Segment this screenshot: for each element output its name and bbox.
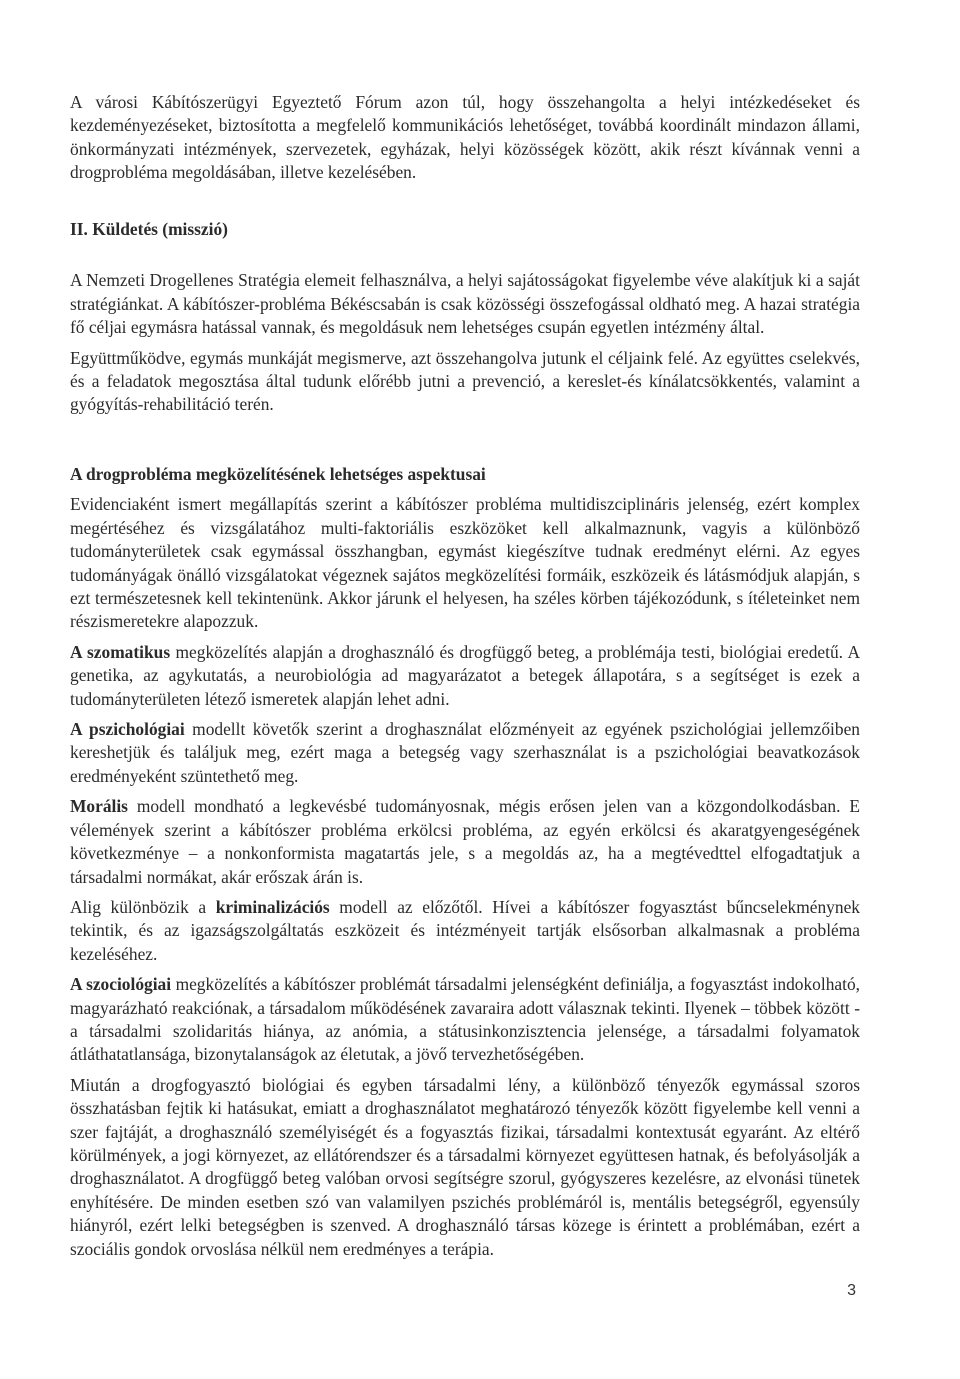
psychological-text: modellt követők szerint a droghasználat előzményeit az egyének pszichológiai jellemzőiben kereshetjük és találjuk meg, ezért maga a betegség vagy szerhasználat is a pszichológiai beavatkozások eredményeként szüntethető meg. xyxy=(70,719,860,786)
sociological-text: megközelítés a kábítószer problémát társadalmi jelenségként definiálja, a fogyasztást indokolható, magyarázható reakciónak, a társadalom működésének zavaraira adott válasznak tekinti. Ilyenek – többek között - a társadalmi szolidaritás hiánya, az anómia, a státusinkonzisztencia jelensége, a társadalmi folyamatok átláthatatlansága, bizonytalanságok az életutak, a jövő tervezhetőségében. xyxy=(70,974,860,1065)
aspects-section xyxy=(70,463,860,1261)
psychological-term: A pszichológiai xyxy=(70,719,185,740)
criminalization-text: modell az előzőtől. Hívei a kábítószer fogyasztást bűncselekménynek tekintik, és az igazságszolgáltatás eszközeit és intézményeit tartják elsősorban alkalmasnak a probléma kezeléséhez. xyxy=(70,896,860,964)
page-number: 3 xyxy=(847,1282,856,1299)
sociological-paragraph xyxy=(70,973,860,1067)
somatic-paragraph xyxy=(70,641,860,711)
mission-section xyxy=(70,218,860,417)
aspects-intro-paragraph: Evidenciaként ismert megállapítás szerint a kábítószer probléma multidiszciplináris jelenség, ezért komplex megértéséhez és vizsgálatához multi-faktoriális eszközöket kell alkalmaznunk, vagyis a különböző tudományterületek csak egymással összhangban, egymást kiegészítve tudnak eredményt elérni. Az egyes tudományágak önálló vizsgálatokat végeznek sajátos megközelítési formáik, eszközeik és látásmódjuk alapján, s ezt természetesnek kell tekintenünk. Akkor járunk el helyesen, ha széles körben tájékozódunk, s ítéleteinket nem részismeretekre alapozzuk. xyxy=(70,494,860,632)
aspects-heading: A drogprobléma megközelítésének lehetséges aspektusai xyxy=(70,464,486,484)
conclusion-paragraph: Miután a drogfogyasztó biológiai és egyben társadalmi lény, a különböző tényezők egymással szoros összhatásban fejtik ki hatásukat, emiatt a droghasználatot meghatározó tényezők között figyelembe kell venni a szer fajtáját, a droghasználó személyiségét és a fogyasztás fizikai, társadalmi kontextusát egyaránt. Az eltérő körülmények, a jogi környezet, az ellátórendszer és a társadalmi környezet együttesen hatnak, és befolyásolják a droghasználatot. A drogfüggő beteg valóban orvosi segítségre szorul, gyógyszeres kezelésre, az elvonási tünetek enyhítésére. De minden esetben szó van valamilyen pszichés problémáról is, mentális betegségről, egyensúly hiányról, ezért lelki betegségben is szenved. A droghasználó társas közege is érintett a problémában, ezért a szociális gondok orvoslása nélkül nem eredményes a terápia. xyxy=(70,1074,860,1259)
psychological-paragraph xyxy=(70,718,860,788)
mission-paragraph-2: Együttműködve, egymás munkáját megismerve, azt összehangolva jutunk el céljaink felé. Az együttes cselekvés, és a feladatok megosztása által tudunk előrébb jutni a prevenció, a kereslet-és kínálatcsökkentés, valamint a gyógyítás-rehabilitáció terén. xyxy=(70,347,860,415)
moral-term: Morális xyxy=(70,796,128,817)
sociological-term: A szociológiai xyxy=(70,974,172,995)
criminalization-paragraph xyxy=(70,896,860,966)
criminalization-term: kriminalizációs xyxy=(215,896,330,917)
intro-paragraph: A városi Kábítószerügyi Egyeztető Fórum azon túl, hogy összehangolta a helyi intézkedéseket és kezdeményezéseket, biztosította a megfelelő kommunikációs lehetőséget, továbbá koordinált mindazon állami, önkormányzati intézmények, szervezetek, egyházak, helyi közösségek között, akik részt kívánnak venni a drogprobléma megoldásában, illetve kezelésében. xyxy=(70,92,860,183)
criminalization-prefix: Alig különbözik a xyxy=(70,896,216,917)
somatic-text: megközelítés alapján a droghasználó és drogfüggő beteg, a problémája testi, biológiai eredetű. A genetika, az agykutatás, a neurobiológia ad magyarázatot a betegek állapotára, s a segítséget is ezek a tudományterületen létező ismeretek alapján lehet adni. xyxy=(70,641,860,709)
intro-section xyxy=(70,91,860,185)
mission-paragraph-1: A Nemzeti Drogellenes Stratégia elemeit felhasználva, a helyi sajátosságokat figyelembe véve alakítjuk ki a saját stratégiánkat. A kábítószer-probléma Békéscsabán is csak közösségi összefogással oldható meg. A hazai stratégia fő céljai egymásra hatással vannak, és megoldásuk nem lehetséges csupán egyetlen intézmény által. xyxy=(70,270,860,338)
somatic-term: A szomatikus xyxy=(70,641,171,662)
mission-heading: II. Küldetés (misszió) xyxy=(70,219,228,239)
moral-text: modell mondható a legkevésbé tudományosnak, mégis erősen jelen van a közgondolkodásban. E vélemények szerint a kábítószer probléma erkölcsi probléma, az egyén erkölcsi és akaratgyengeségének következménye – a nonkonformista magatartás jele, s a megoldás az, ha a megtévedttel elfogadtatjuk a társadalmi normákat, akár erőszak árán is. xyxy=(70,796,860,887)
moral-paragraph xyxy=(70,795,860,889)
